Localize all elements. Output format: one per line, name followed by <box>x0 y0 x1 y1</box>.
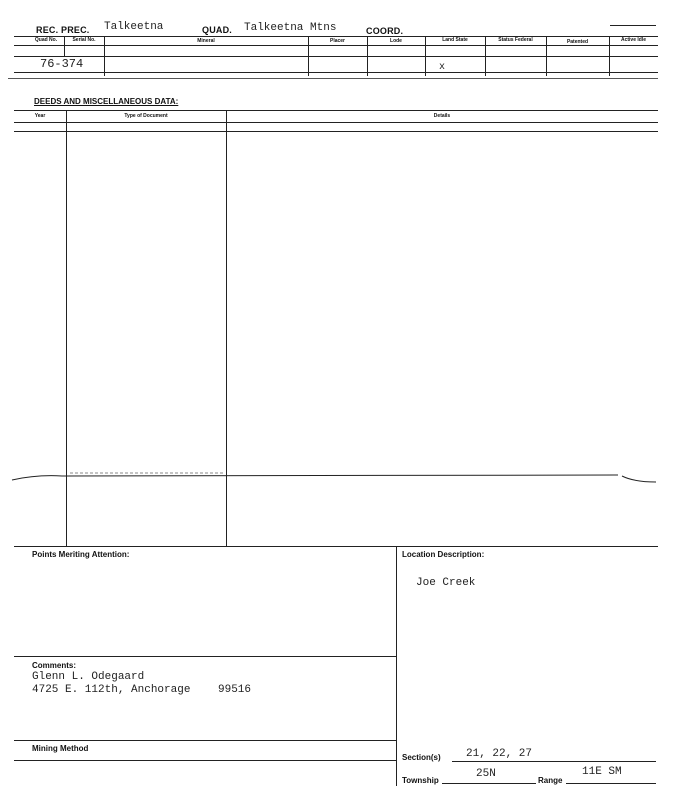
col-active-idle: Active Idle <box>620 37 646 43</box>
sections-label: Section(s) <box>402 753 441 762</box>
points-meriting-attention-label: Points Meriting Attention: <box>32 550 130 559</box>
mining-top-line <box>14 740 396 741</box>
col-quad-no: Quad No. <box>34 37 58 43</box>
quad-serial-value: 76-374 <box>40 57 84 71</box>
quad-value: Talkeetna Mtns <box>244 22 337 34</box>
table-subheader-line <box>14 56 658 57</box>
lower-divider <box>396 546 397 786</box>
rec-prec-label: REC. PREC. <box>36 25 90 35</box>
quad-label: QUAD. <box>202 25 232 35</box>
col-lode: Lode <box>390 38 402 44</box>
comments-top-line <box>14 656 396 657</box>
land-state-mark: x <box>439 62 446 73</box>
col-patented: Patented <box>566 39 589 45</box>
table-row-line <box>14 72 658 73</box>
col-status-federal: Status Federal <box>498 37 533 43</box>
comments-line-1: Glenn L. Odegaard <box>32 671 145 683</box>
lower-top-line <box>14 546 658 547</box>
deeds-heading: DEEDS AND MISCELLANEOUS DATA: <box>34 97 179 106</box>
comments-label: Comments: <box>32 661 77 670</box>
table-top-line <box>14 36 658 37</box>
mining-method-label: Mining Method <box>32 744 89 753</box>
sections-value: 21, 22, 27 <box>466 748 533 760</box>
comments-zip: 99516 <box>218 684 252 696</box>
range-value: 11E SM <box>582 766 622 778</box>
header-rule <box>610 25 656 26</box>
col-placer: Placer <box>329 38 345 44</box>
page-join-line <box>0 466 678 496</box>
location-description-value: Joe Creek <box>416 577 476 589</box>
township-underline <box>442 783 536 784</box>
township-value: 25N <box>476 768 496 780</box>
comments-line-2: 4725 E. 112th, Anchorage <box>32 684 191 696</box>
rec-prec-value: Talkeetna <box>104 21 164 33</box>
location-description-label: Location Description: <box>402 550 485 559</box>
range-label: Range <box>538 776 563 785</box>
col-land-state: Land State <box>442 37 468 43</box>
col-mineral: Mineral <box>197 38 215 44</box>
mining-bottom-line <box>14 760 396 761</box>
col-details: Details <box>433 113 451 119</box>
sections-underline <box>452 761 656 762</box>
range-underline <box>566 783 656 784</box>
col-year: Year <box>34 113 46 119</box>
township-label: Township <box>402 776 439 785</box>
deeds-header-line <box>14 122 658 123</box>
deeds-top-line <box>14 110 658 111</box>
table-header-line <box>14 45 658 46</box>
col-type-of-document: Type of Document <box>124 113 168 119</box>
table-bottom-line <box>8 78 658 79</box>
deeds-subheader-line <box>14 131 658 132</box>
coord-label: COORD. <box>366 26 404 36</box>
col-serial-no: Serial No. <box>72 37 96 43</box>
